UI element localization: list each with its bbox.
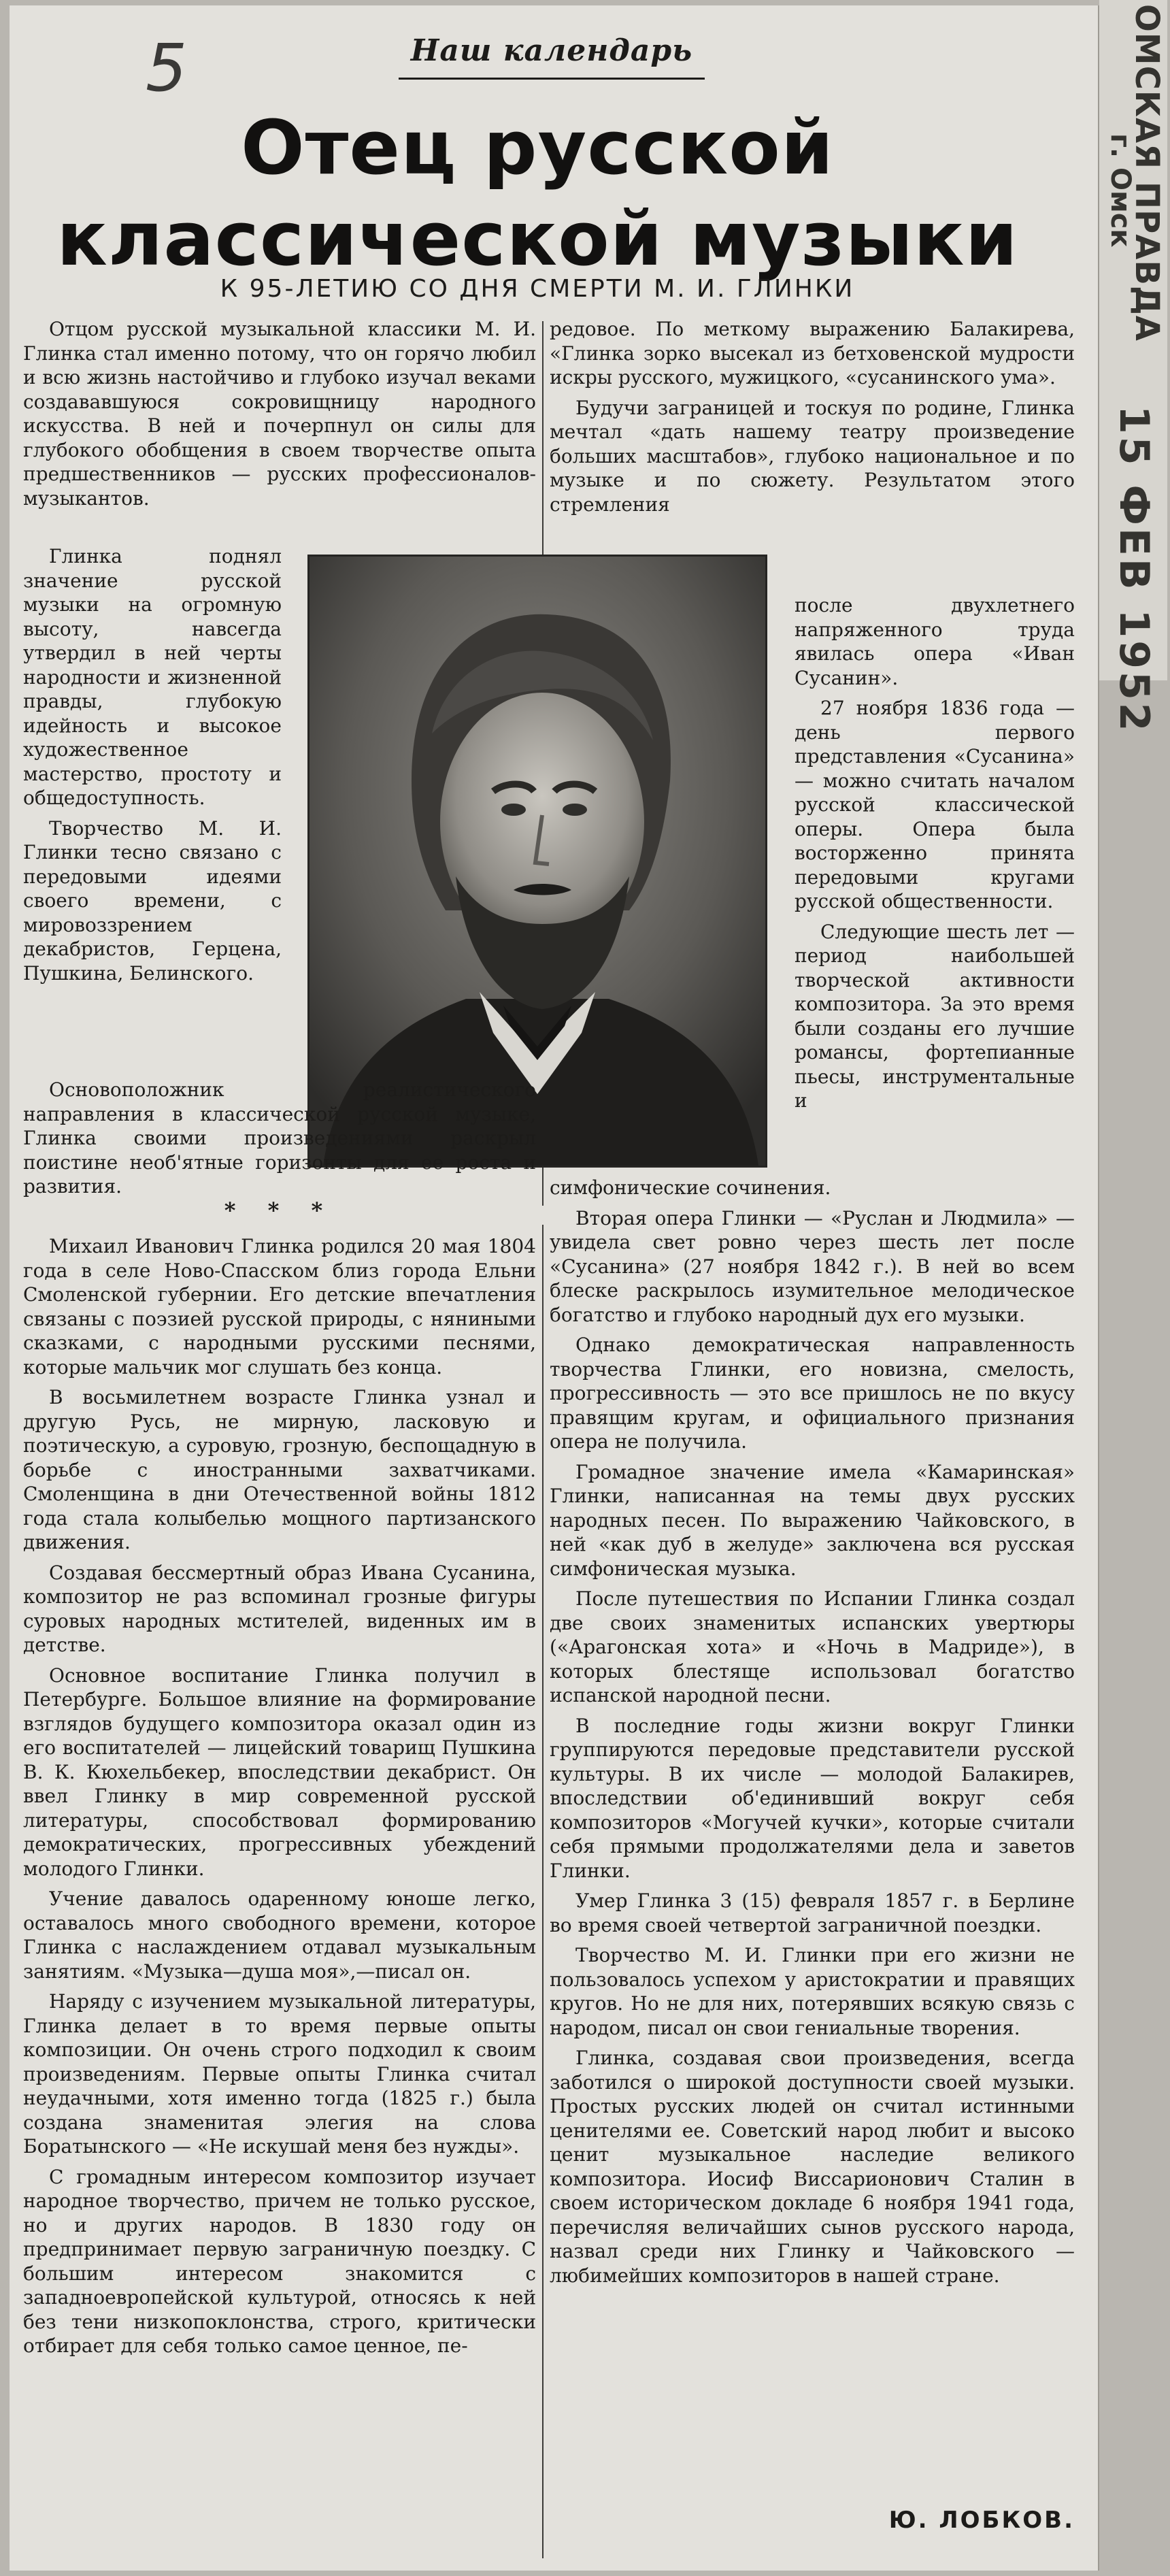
paragraph: после двухлетнего напряженного труда явилась опера «Иван Сусанин».: [795, 594, 1075, 689]
stamp-paper-name: ОМСКАЯ ПРАВДА: [1128, 4, 1166, 342]
paragraph: Основное воспитание Глинка получил в Петербурге. Большое влияние на формирование взглядов будущего композитора оказал один из его воспитателей — лицейский товарищ Пушкина В. К. Кюхельбекер, впоследствии декабрист. Он ввел Глинку в мир современной русской литературы, способствовал формированию демократических, прогрессивных убеждений молодого Глинки.: [23, 1664, 536, 1880]
paragraph: Следующие шесть лет — период наибольшей творческой активности композитора. За это время были созданы его лучшие романсы, фортепианные пьесы, инструментальные и: [795, 920, 1075, 1112]
article-subtitle: К 95-ЛЕТИЮ СО ДНЯ СМЕРТИ М. И. ГЛИНКИ: [220, 275, 855, 303]
title-line-2: классической музыки: [56, 195, 1018, 282]
author-signature: Ю. ЛОБКОВ.: [888, 2507, 1075, 2534]
paragraph: симфонические сочинения.: [550, 1176, 831, 1199]
paragraph: Михаил Иванович Глинка родился 20 мая 1804 года в селе Ново-Спасском близ города Ельни Смоленской губернии. Его детские впечатления связаны с поэзией русской природы, с няниными сказками, с народными русскими песнями, которые мальчик мог слушать без конца.: [23, 1235, 536, 1378]
paragraph: Творчество М. И. Глинки при его жизни не пользовалось успехом у аристократии и правящих кругов. Но не для них, потерявших всякую связь с народом, писал он свои гениальные творения.: [550, 1944, 1075, 2039]
paragraph: Наряду с изучением музыкальной литературы, Глинка делает в то время первые опыты композиции. Он очень строго подходил к своим произведениям. Первые опыты Глинка считал неудачными, хотя именно тогда (1825 г.) была создана знаменитая элегия на слова Боратынского — «Не искушай меня без нужды».: [23, 1990, 536, 2158]
title-line-1: Отец русской: [241, 104, 834, 191]
intro-column: [23, 317, 536, 516]
paragraph: Вторая опера Глинки — «Руслан и Людмила» — увидела свет ровно через шесть лет после «Сусанина» (27 ноября 1842 г.). В ней во всем блеске раскрылось изумительное мелодическое богатство и глубоко народный дух его музыки.: [550, 1206, 1075, 1326]
paragraph: С громадным интересом композитор изучает народное творчество, причем не только русское, но и других народов. В 1830 году он предпринимает первую заграничную поездку. С большим интересом знакомится с западноевропейской культурой, относясь к ней без тени низкопоклонства, строго, критически отбирает для себя только самое ценное, пе-: [23, 2165, 536, 2357]
right-main-column: [550, 1176, 1075, 2294]
paragraph: Отцом русской музыкальной классики М. И. Глинка стал именно потому, что он горячо любил и всю жизнь настойчиво и глубоко изучал веками создававшуюся сокровищницу народного искусства. В ней и почерпнул он силы для глубокого обобщения в своем творчестве опыта предшественников — русских профессионалов-музыкантов.: [23, 318, 536, 510]
paragraph: В последние годы жизни вокруг Глинки группируются передовые представители русской культуры. В их числе — молодой Балакирев, впоследствии об'единивший вокруг себя композиторов «Могучей кучки», которые считали себя прямыми продолжателями дела и заветов Глинки.: [550, 1714, 1075, 1882]
article-title: [27, 102, 1048, 284]
left-main-column: [23, 1234, 536, 2364]
paragraph: Однако демократическая направленность творчества Глинки, его новизна, смелость, прогрессивность — это все пришлось не по вкусу правящим кругам, и официального признания опера не получила.: [550, 1334, 1075, 1453]
section-separator: * * *: [224, 1198, 335, 1223]
paragraph: Глинка, создавая свои произведения, всегда заботился о широкой доступности своей музыки. Простых русских людей он считал истинными ценителями ее. Советский народ любит и высоко ценит музыкальное наследие великого композитора. Иосиф Виссарионович Сталин в своем историческом докладе 6 ноября 1941 года, перечисляя величайших сынов русского народа, назвал среди них Глинку и Чайковского — любимейших композиторов в нашей стране.: [550, 2047, 1075, 2287]
handwritten-mark: 5: [146, 30, 188, 106]
paragraph: Творчество М. И. Глинки тесно связано с передовыми идеями своего времени, с мировоззрением декабристов, Герцена, Пушкина, Белинского.: [23, 816, 282, 985]
column-divider-lower: [542, 1225, 544, 2558]
paragraph: Умер Глинка 3 (15) февраля 1857 г. в Берлине во время своей четвертой заграничной поездки.: [550, 1889, 1075, 1936]
paragraph: Создавая бессмертный образ Ивана Сусанина, композитор не раз вспоминал грозные фигуры суровых народных мстителей, виденных им в детстве.: [23, 1561, 536, 1656]
paragraph: Будучи заграницей и тоскуя по родине, Глинка мечтал «дать нашему театру произведение больших масштабов», глубоко национальное и по музыке и по сюжету. Результатом этого стремления: [550, 396, 1075, 516]
left-wrap-column: [23, 544, 282, 991]
stamp-city: г. Омск: [1105, 133, 1136, 248]
paragraph: 27 ноября 1836 года — день первого представления «Сусанина» — можно считать началом русской классической оперы. Опера была восторженно принята передовыми кругами русской общественности.: [795, 697, 1075, 912]
portrait-image: [307, 555, 767, 1168]
paragraph: Глинка поднял значение русской музыки на огромную высоту, навсегда утвердил в ней черты народности и жизненной правды, глубокую идейность и высокое художественное мастерство, простоту и общедоступность.: [23, 545, 282, 809]
portrait-drawing: [310, 557, 765, 1166]
right-top-column: [550, 317, 1075, 523]
rubric-label: Наш календарь: [410, 33, 693, 68]
paragraph: редовое. По меткому выражению Балакирева, «Глинка зорко высекал из бетховенской мудрости искры русского, мужицкого, «сусанинского ума».: [550, 318, 1075, 389]
paragraph: В восьмилетнем возрасте Глинка узнал и другую Русь, не мирную, ласковую и поэтическую, а суровую, грозную, беспощадную в борьбе с иностранными захватчиками. Смоленщина в дни Отечественной войны 1812 года стала колыбелью мощного партизанского движения.: [23, 1386, 536, 1553]
date-stamp: [1099, 0, 1167, 734]
paragraph: Громадное значение имела «Камаринская» Глинки, написанная на темы двух русских народных песен. По выражению Чайковского, в ней «как дуб в желуде» заключена вся русская симфоническая музыка.: [550, 1460, 1075, 1580]
rubric-underline: [399, 78, 705, 80]
left-under-portrait-column: [23, 1078, 536, 1205]
paragraph: Основоположник реалистического направления в классической русской музыке, Глинка своими произведениями раскрыл поистине необ'ятные горизонты для ее роста и развития.: [23, 1078, 536, 1198]
paragraph: Учение давалось одаренному юноше легко, оставалось много свободного времени, которое Глинка с наслаждением отдавал музыкальным занятиям. «Музыка—душа моя»,—писал он.: [23, 1887, 536, 1983]
stamp-date: 15 ФЕВ 1952: [1110, 406, 1158, 734]
right-wrap-column: [795, 593, 1075, 1119]
paragraph: После путешествия по Испании Глинка создал две своих знаменитых испанских увертюры («Арагонская хота» и «Ночь в Мадриде»), в которых блестяще использовал богатство испанской народной песни.: [550, 1587, 1075, 1706]
